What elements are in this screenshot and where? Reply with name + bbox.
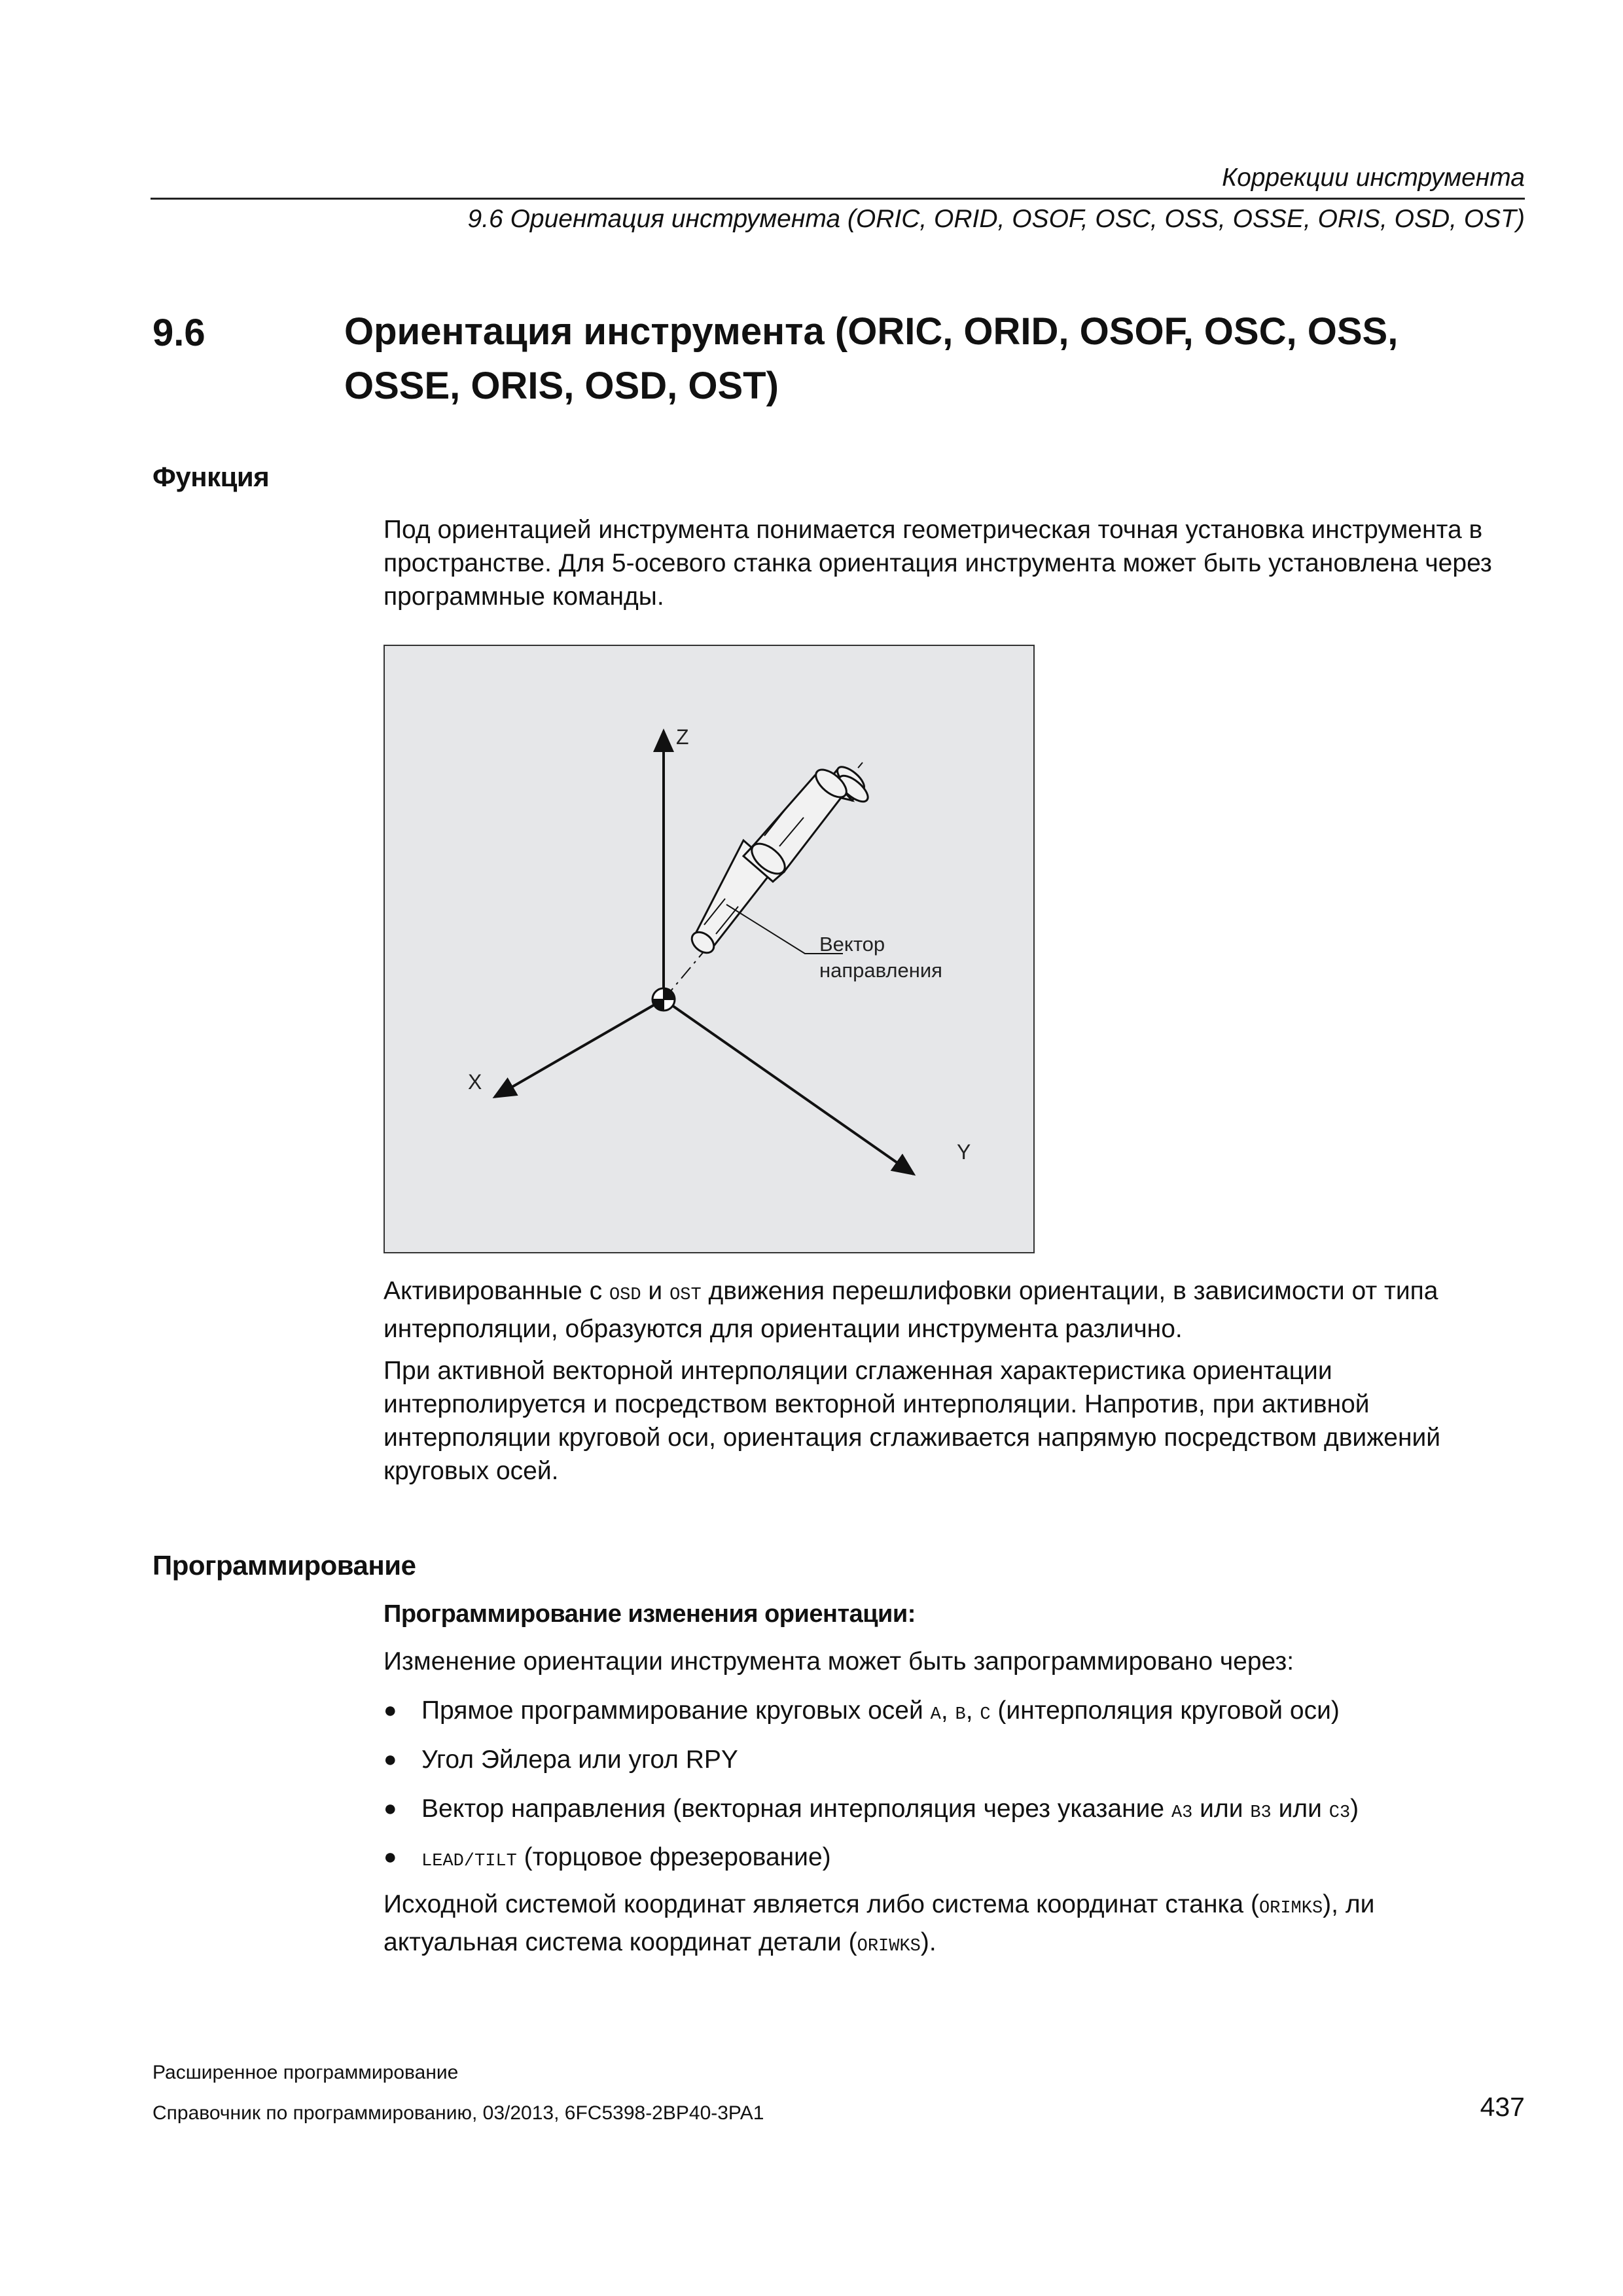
header-rule [151,198,1525,200]
programming-heading: Программирование [152,1550,416,1581]
function-paragraph-2: При активной векторной интерполяции сглаженная характеристика ориентации интерполируется и посредством векторной интерполяции. Напротив, при активной интерполяции круговой оси, ориентация сглаживается напрямую посредством движений круговых осей. [383,1357,1441,1485]
section-title: Ориентация инструмента (ORIC, ORID, OSOF, OSC, OSS, OSSE, ORIS, OSD, OST) [344,310,1399,407]
function-heading: Функция [152,461,270,492]
bullet-icon: ● [383,1698,397,1723]
running-header-chapter: Коррекции инструмента [1222,164,1525,192]
programming-lead: Изменение ориентации инструмента может быть запрограммировано через: [383,1647,1294,1676]
programming-subheading: Программирование изменения ориентации: [383,1600,916,1628]
function-paragraph-1: Активированные с OSD и OST движения перешлифовки ориентации, в зависимости от типа интерполяции, образуются для ориентации инструмента различно. [383,1277,1438,1343]
axis-x-label: X [468,1070,482,1094]
y-axis-arrow [664,999,914,1174]
intro-text: Под ориентацией инструмента понимается геометрическая точная установка инструмента в пространстве. Для 5-осевого станка ориентация инструмента может быть установлена через программные команды. [383,516,1492,611]
bullet-icon: ● [383,1844,397,1869]
code-ost: OST [669,1285,702,1305]
origin-icon [652,988,675,1011]
figure-drawing [385,646,1036,1255]
bullet-icon: ● [383,1796,397,1821]
x-axis-arrow [495,999,664,1097]
page-number: 437 [1480,2092,1525,2122]
tool-orientation-figure [383,645,1035,1253]
tool-body [688,763,872,958]
bullet-icon: ● [383,1747,397,1772]
vector-label-line2: направления [819,959,942,982]
axis-y-label: Y [957,1140,971,1164]
axis-z-label: Z [676,725,689,749]
vector-label-line1: Вектор [819,933,885,956]
programming-closing: Исходной системой координат является либо система координат станка (ORIMKS), ли актуальная система координат детали (ORIWKS). [383,1890,1375,1956]
running-header-section: 9.6 Ориентация инструмента (ORIC, ORID, OSOF, OSC, OSS, OSSE, ORIS, OSD, OST) [467,205,1525,233]
section-number: 9.6 [152,312,205,354]
footer-title: Расширенное программирование [152,2062,459,2083]
code-osd: OSD [609,1285,641,1305]
function-intro [383,513,1496,613]
footer-reference: Справочник по программированию, 03/2013, 6FC5398-2BP40-3PA1 [152,2102,764,2124]
